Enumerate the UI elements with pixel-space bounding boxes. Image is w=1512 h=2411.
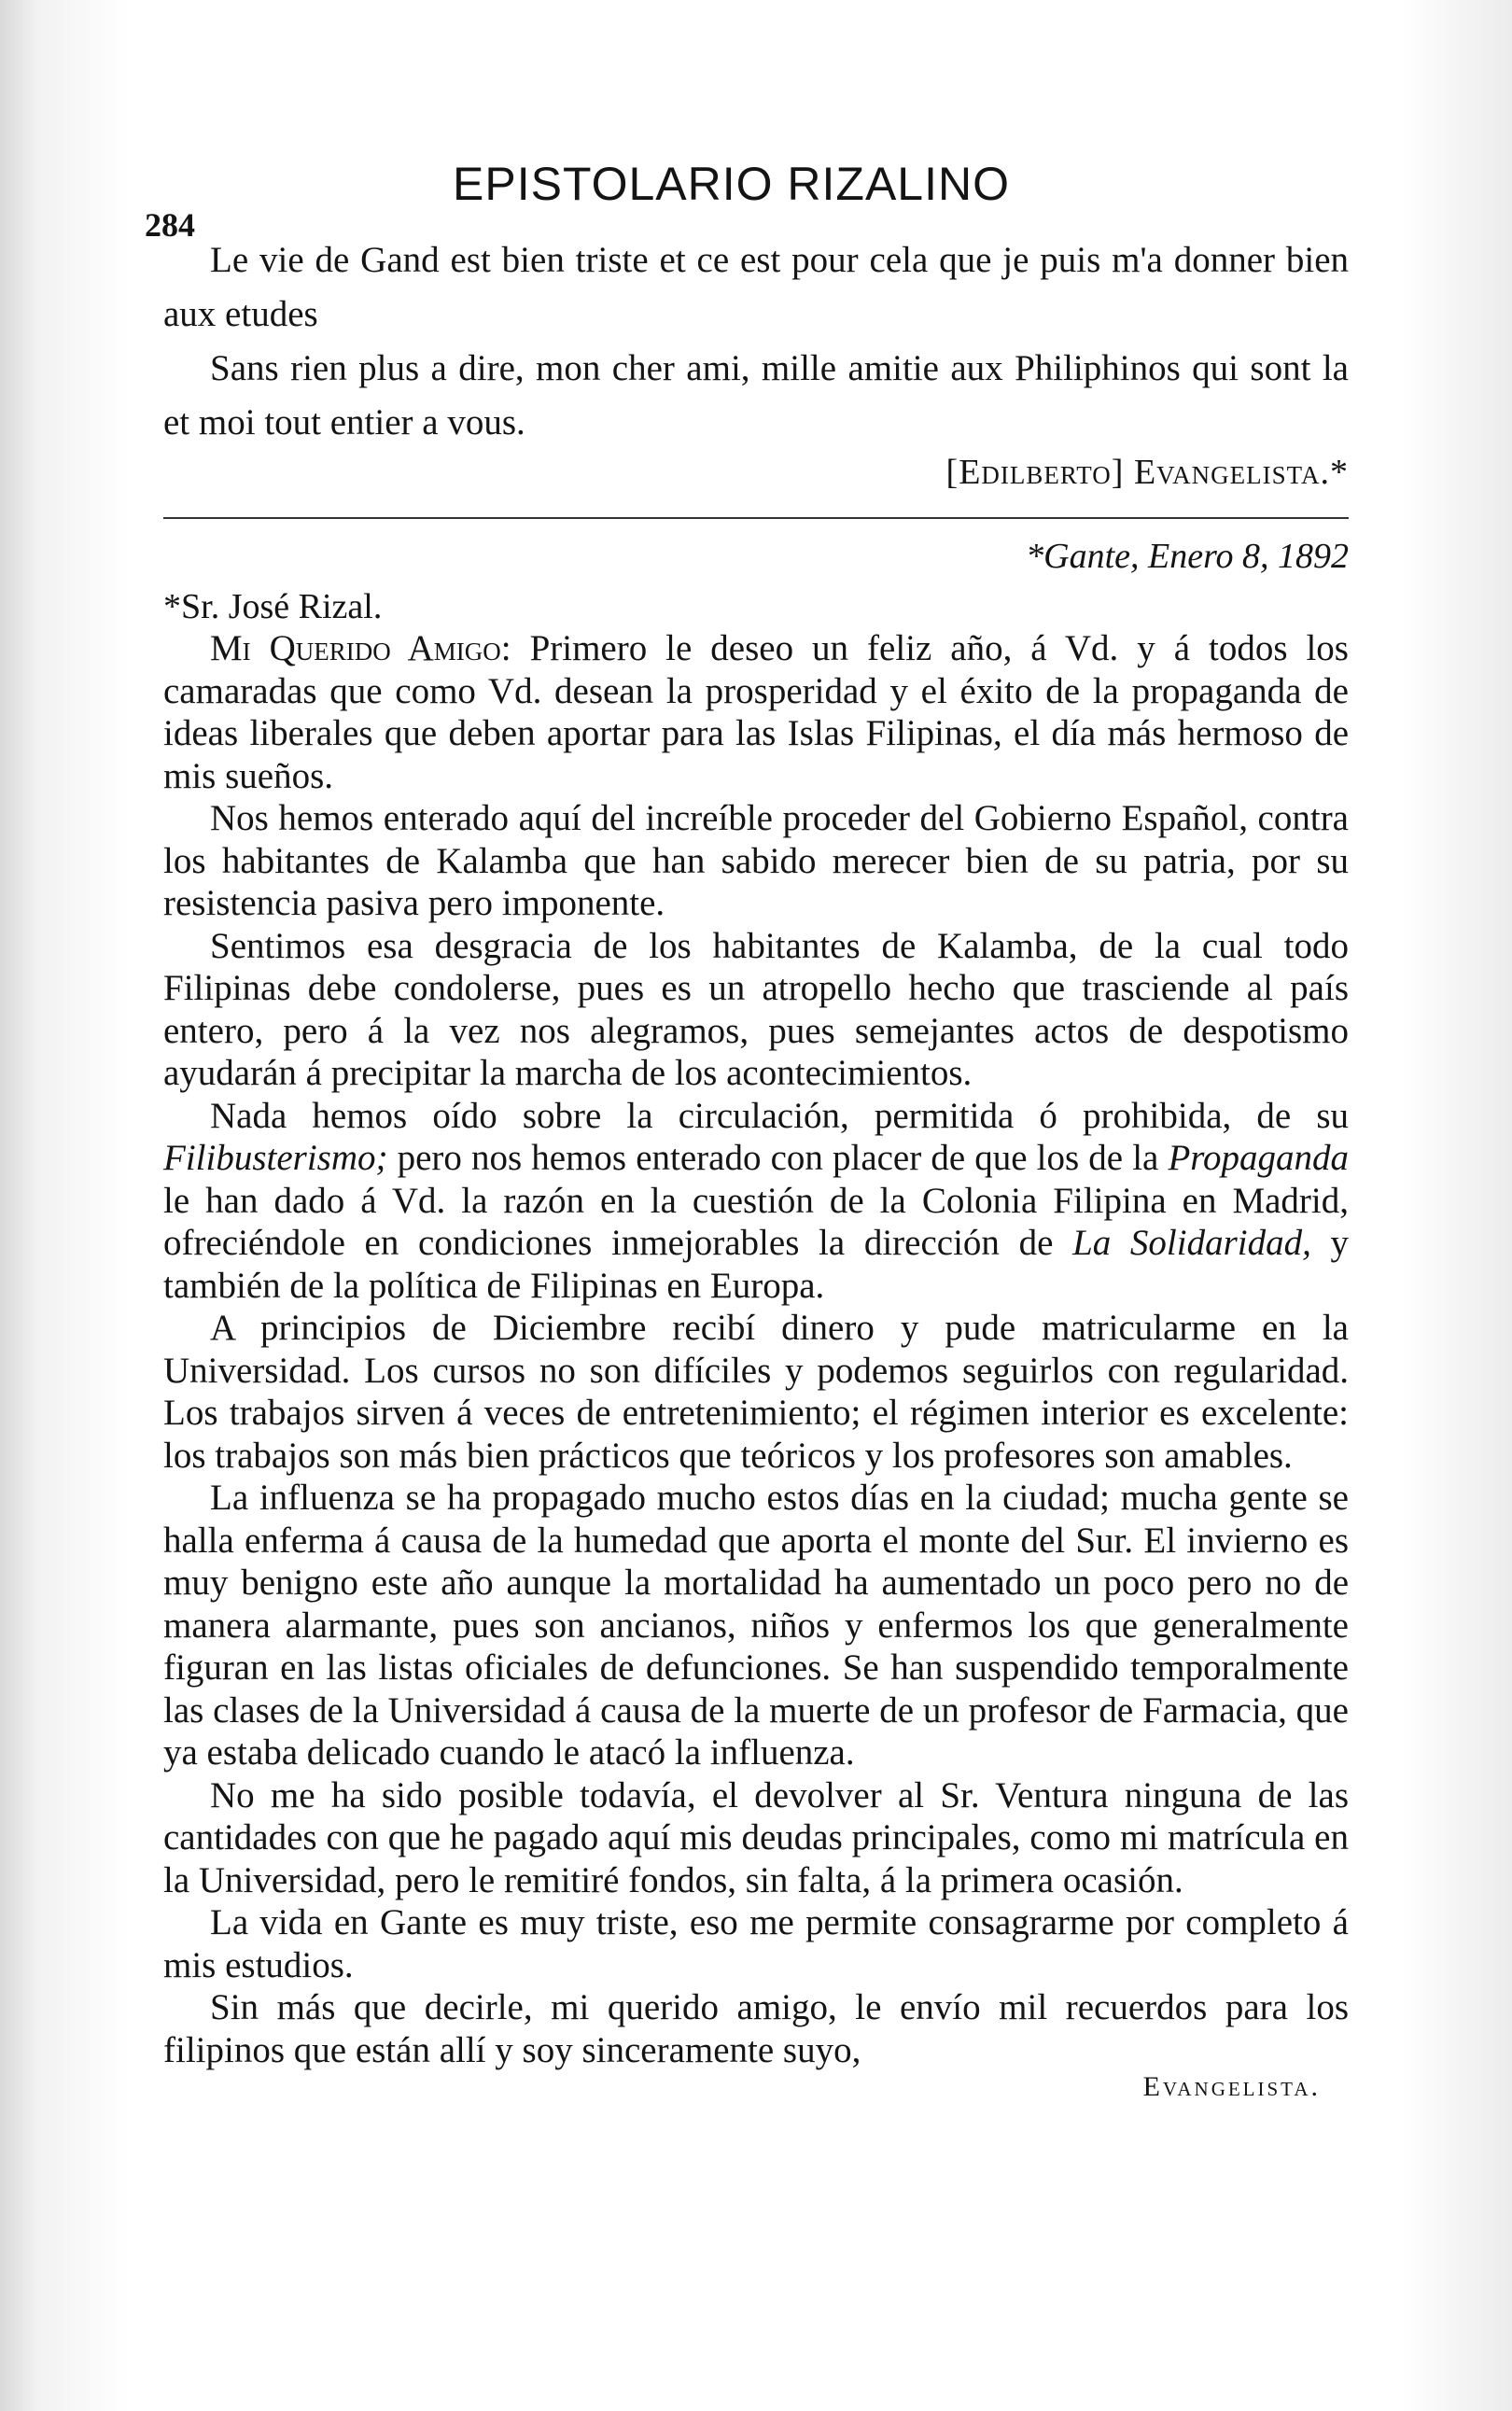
page-content	[145, 131, 1349, 2103]
spanish-letter	[163, 536, 1349, 2103]
french-signature: [Edilberto] Evangelista.*	[945, 453, 1349, 492]
running-head: EPISTOLARIO RIZALINO	[453, 158, 1011, 210]
letter-paragraph	[163, 627, 1349, 797]
italic-title: Propaganda	[1168, 1138, 1349, 1178]
french-paragraph: Sans rien plus a dire, mon cher ami, mille amitie aux Philiphinos qui sont la et moi tout entier a vous.	[163, 348, 1349, 442]
paragraph-text: y también de la política de Filipinas en Europa.	[163, 1223, 1349, 1306]
letter-paragraph: Sentimos esa desgracia de los habitantes de Kalamba, de la cual todo Filipinas debe condolerse, pues es un atropello hecho que trasciende al país entero, pero á la vez nos alegramos, pues semejantes actos de despotismo ayudarán á precipitar la marcha de los acontecimientos.	[163, 925, 1349, 1093]
french-paragraph: Le vie de Gand est bien triste et ce est pour cela que je puis m'a donner bien aux etudes	[163, 240, 1349, 334]
letter-paragraph: Nos hemos enterado aquí del increíble proceder del Gobierno Español, contra los habitantes de Kalamba que han sabido merecer bien de su patria, por su resistencia pasiva pero imponente.	[163, 798, 1349, 923]
letter-paragraph: La influenza se ha propagado mucho estos días en la ciudad; mucha gente se halla enferma á causa de la humedad que aporta el monte del Sur. El invierno es muy benigno este año aunque la mortalidad ha aumentado un poco pero no de manera alarmante, pues son ancianos, niños y enfermos los que generalmente figuran en las listas oficiales de defunciones. Se han suspendido temporalmente las clases de la Universidad á causa de la muerte de un profesor de Farmacia, que ya estaba delicado cuando le atacó la influenza.	[163, 1478, 1349, 1773]
paragraph-text: pero nos hemos enterado con placer de que los de la	[387, 1138, 1169, 1178]
italic-title: La Solidaridad,	[1072, 1223, 1311, 1263]
italic-title: Filibusterismo;	[163, 1138, 388, 1178]
page-header	[145, 131, 1349, 244]
letter-paragraph: No me ha sido posible todavía, el devolver al Sr. Ventura ninguna de las cantidades con que he pagado aquí mis deudas principales, como mi matrícula en la Universidad, pero le remitiré fondos, sin falta, á la primera ocasión.	[163, 1774, 1349, 1900]
salutation: Mi Querido Amigo	[210, 628, 501, 668]
letter-paragraph: La vida en Gante es muy triste, eso me permite consagrarme por completo á mis estudios.	[163, 1902, 1349, 1985]
letter-paragraph: A principios de Diciembre recibí dinero y pude matricularme en la Universidad. Los cursos no son difíciles y podemos seguirlos con regularidad. Los trabajos sirven á veces de entretenimiento; el régimen interior es excelente: los trabajos son más bien prácticos que teóricos y los profesores son amables.	[163, 1308, 1349, 1476]
paragraph-text: le han dado á Vd. la razón en la cuestión de la Colonia Filipina en Madrid, ofreciéndole en condiciones inmejorables la dirección de	[163, 1180, 1349, 1263]
page-number: 284	[145, 206, 195, 244]
letter-paragraph: Sin más que decirle, mi querido amigo, le envío mil recuerdos para los filipinos que están allí y soy sinceramente suyo,	[163, 1987, 1349, 2070]
section-divider	[163, 517, 1349, 519]
letter-paragraph	[163, 1095, 1349, 1308]
french-letter	[163, 233, 1349, 493]
paragraph-text: Nada hemos oído sobre la circulación, permitida ó prohibida, de su	[210, 1095, 1349, 1136]
letter-signature: Evangelista.	[1142, 2071, 1321, 2102]
letter-addressee: *Sr. José Rizal.	[163, 587, 383, 626]
letter-date: *Gante, Enero 8, 1892	[1026, 537, 1349, 576]
paragraph-text: : Primero le deseo un feliz año, á Vd. y á todos los camaradas que como Vd. desean la prosperidad y el éxito de la propaganda de ideas liberales que deben aportar para las Islas Filipinas, el día más hermoso de mis sueños.	[163, 628, 1349, 796]
